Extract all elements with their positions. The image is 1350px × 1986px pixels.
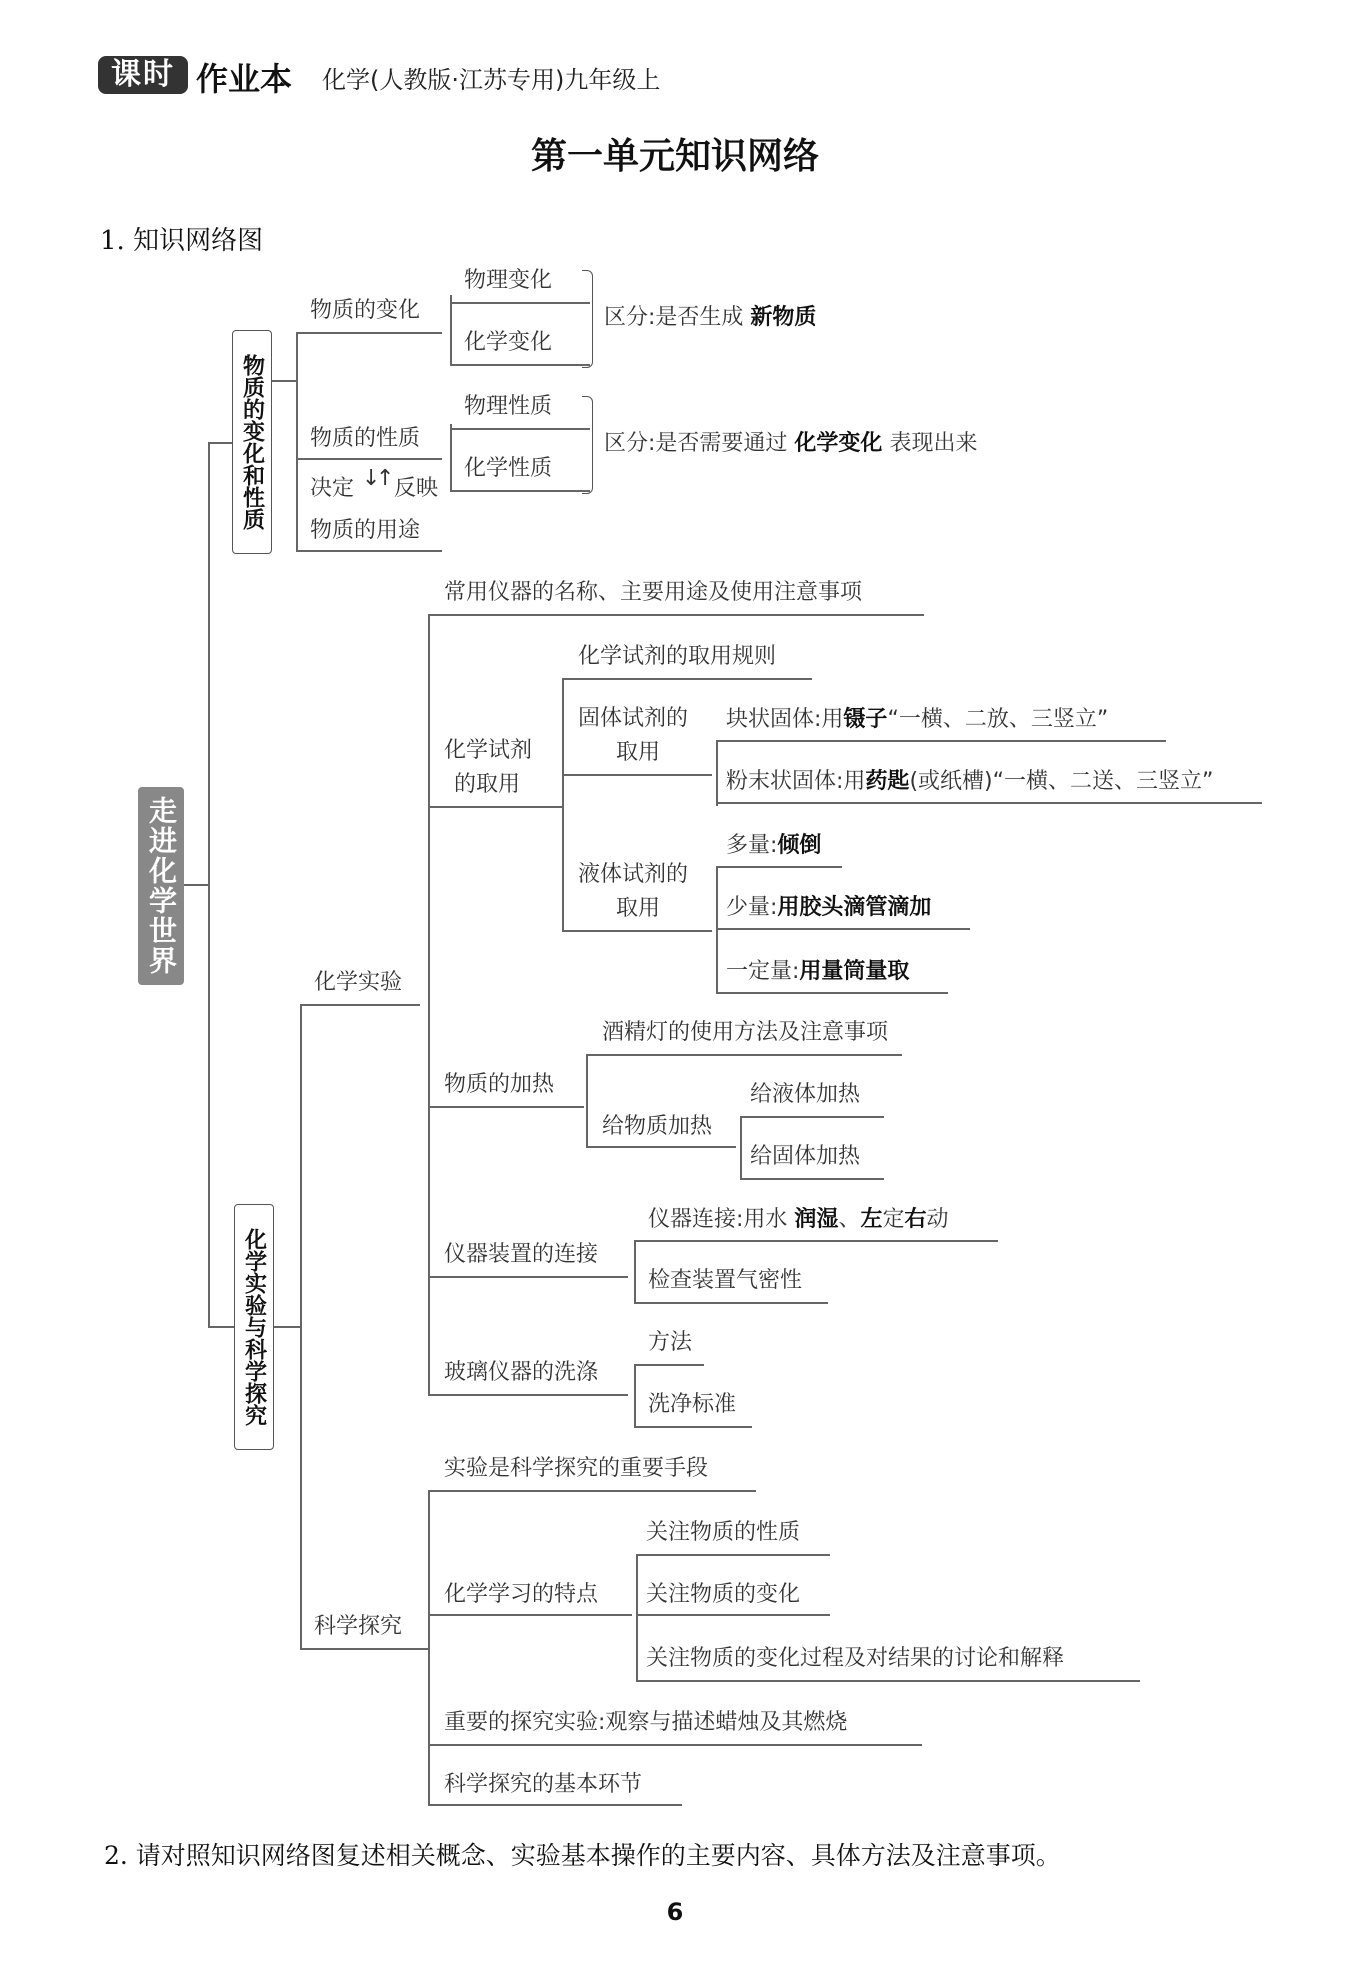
connector bbox=[296, 332, 442, 334]
connect-check: 检查装置气密性 bbox=[648, 1268, 803, 1293]
brace bbox=[582, 396, 593, 494]
heating-heat: 给物质加热 bbox=[602, 1114, 713, 1139]
connector bbox=[450, 295, 452, 365]
connect-label: 仪器装置的连接 bbox=[444, 1242, 599, 1267]
connector bbox=[428, 1394, 628, 1396]
arrow-up-icon: ↑ bbox=[376, 466, 395, 491]
connector bbox=[716, 866, 842, 868]
connector bbox=[562, 930, 712, 932]
inquiry-steps: 科学探究的基本环节 bbox=[444, 1772, 643, 1797]
conn-mid2: 定 bbox=[882, 1207, 905, 1232]
connector bbox=[716, 740, 1166, 742]
connector bbox=[586, 1054, 588, 1146]
change-note bbox=[604, 302, 816, 333]
solid-label-line2: 取用 bbox=[616, 740, 661, 765]
connector bbox=[716, 740, 718, 806]
powder-solid bbox=[726, 766, 1213, 797]
section2-text: 2. 请对照知识网络图复述相关概念、实验基本操作的主要内容、具体方法及注意事项。 bbox=[104, 1841, 1061, 1870]
property-item-physical: 物理性质 bbox=[464, 394, 553, 419]
connector bbox=[716, 992, 948, 994]
property-label: 物质的性质 bbox=[310, 426, 421, 451]
experiment-label: 化学实验 bbox=[314, 970, 403, 995]
feature-item: 关注物质的变化过程及对结果的讨论和解释 bbox=[646, 1646, 1065, 1671]
connector bbox=[184, 884, 210, 886]
connector bbox=[634, 1426, 752, 1428]
connector bbox=[274, 1326, 302, 1328]
conn-key3: 右 bbox=[904, 1206, 927, 1232]
branch1-label: 物质的变化和性质 bbox=[239, 354, 265, 530]
instruments-label: 常用仪器的名称、主要用途及使用注意事项 bbox=[444, 580, 863, 605]
connector bbox=[296, 458, 442, 460]
reflect-label: 反映 bbox=[394, 476, 439, 501]
liquid-little bbox=[726, 892, 931, 923]
connector bbox=[562, 678, 812, 680]
connector bbox=[634, 1240, 998, 1242]
heating-liquid: 给液体加热 bbox=[750, 1082, 861, 1107]
fixed-prefix: 一定量: bbox=[726, 959, 800, 984]
connector bbox=[428, 1744, 922, 1746]
change-item-physical: 物理变化 bbox=[464, 268, 553, 293]
change-note-prefix: 区分:是否生成 bbox=[604, 305, 744, 330]
wash-method: 方法 bbox=[648, 1330, 693, 1355]
feature-item: 关注物质的变化 bbox=[646, 1582, 801, 1607]
heating-solid: 给固体加热 bbox=[750, 1144, 861, 1169]
connector bbox=[634, 1302, 828, 1304]
reagent-rules: 化学试剂的取用规则 bbox=[578, 644, 777, 669]
connector bbox=[450, 428, 590, 430]
block-suffix: “一横、二放、三竖立” bbox=[887, 707, 1109, 732]
block-prefix: 块状固体:用 bbox=[726, 707, 844, 732]
connector bbox=[636, 1554, 638, 1680]
logo: 课时 bbox=[98, 56, 188, 94]
connector bbox=[634, 1364, 636, 1426]
connector bbox=[636, 1614, 830, 1616]
heating-label: 物质的加热 bbox=[444, 1072, 555, 1097]
connect-conn bbox=[648, 1204, 949, 1235]
much-key: 倾倒 bbox=[777, 832, 822, 858]
fixed-key: 用量筒量取 bbox=[799, 958, 910, 984]
connector bbox=[450, 364, 590, 366]
connector bbox=[586, 1054, 902, 1056]
connector bbox=[586, 1146, 736, 1148]
reagent-label-line1: 化学试剂 bbox=[444, 738, 533, 763]
connector bbox=[428, 806, 562, 808]
reagent-label-line2: 的取用 bbox=[454, 772, 521, 797]
connector bbox=[300, 1004, 420, 1006]
connector bbox=[428, 1614, 632, 1616]
connector bbox=[740, 1178, 884, 1180]
powder-prefix: 粉末状固体:用 bbox=[726, 769, 866, 794]
inquiry-important: 重要的探究实验:观察与描述蜡烛及其燃烧 bbox=[444, 1710, 848, 1735]
connector bbox=[636, 1680, 1140, 1682]
change-item-chemical: 化学变化 bbox=[464, 330, 553, 355]
connector bbox=[208, 442, 210, 1326]
connector bbox=[428, 614, 924, 616]
use-label: 物质的用途 bbox=[310, 518, 421, 543]
block-key: 镊子 bbox=[843, 706, 888, 732]
features-label: 化学学习的特点 bbox=[444, 1582, 599, 1607]
arrow-down-icon: ↓ bbox=[362, 466, 381, 491]
powder-key: 药匙 bbox=[865, 768, 910, 794]
section1-title: 1. 知识网络图 bbox=[100, 226, 264, 256]
connector bbox=[636, 1554, 830, 1556]
branch2-label: 化学实验与科学探究 bbox=[241, 1228, 267, 1426]
root-label: 走进化学世界 bbox=[145, 796, 178, 976]
change-label: 物质的变化 bbox=[310, 298, 421, 323]
branch2-box bbox=[234, 1204, 274, 1450]
feature-item: 关注物质的性质 bbox=[646, 1520, 801, 1545]
connector bbox=[428, 1490, 756, 1492]
powder-suffix: (或纸槽)“一横、二送、三竖立” bbox=[909, 769, 1214, 794]
property-note bbox=[604, 428, 977, 459]
change-note-key: 新物质 bbox=[750, 304, 817, 330]
connector bbox=[562, 678, 564, 932]
connector bbox=[450, 490, 590, 492]
wash-standard: 洗净标准 bbox=[648, 1392, 737, 1417]
conn-key2: 左 bbox=[860, 1206, 883, 1232]
connector bbox=[428, 1276, 628, 1278]
property-note-prefix: 区分:是否需要通过 bbox=[604, 431, 788, 456]
heating-lamp: 酒精灯的使用方法及注意事项 bbox=[602, 1020, 889, 1045]
liquid-much bbox=[726, 830, 821, 861]
connector bbox=[300, 1648, 428, 1650]
connector bbox=[272, 380, 298, 382]
brace bbox=[582, 270, 593, 368]
connector bbox=[296, 334, 298, 552]
property-note-key: 化学变化 bbox=[794, 430, 883, 456]
connector bbox=[208, 442, 232, 444]
page-title: 第一单元知识网络 bbox=[530, 136, 819, 177]
connector bbox=[300, 1004, 302, 1648]
connector bbox=[562, 774, 712, 776]
liquid-label-line1: 液体试剂的 bbox=[578, 862, 689, 887]
connector bbox=[716, 928, 970, 930]
conn-mid: 、 bbox=[838, 1207, 861, 1232]
connector bbox=[716, 802, 1262, 804]
property-item-chemical: 化学性质 bbox=[464, 456, 553, 481]
block-solid bbox=[726, 704, 1108, 735]
decide-label: 决定 bbox=[310, 476, 355, 501]
connector bbox=[634, 1240, 636, 1302]
conn-prefix: 仪器连接:用水 bbox=[648, 1207, 788, 1232]
connector bbox=[428, 1490, 430, 1804]
conn-suffix: 动 bbox=[926, 1207, 949, 1232]
connector bbox=[296, 550, 442, 552]
inquiry-means: 实验是科学探究的重要手段 bbox=[444, 1456, 709, 1481]
liquid-fixed bbox=[726, 956, 909, 987]
solid-label-line1: 固体试剂的 bbox=[578, 706, 689, 731]
connector bbox=[450, 424, 452, 492]
liquid-label-line2: 取用 bbox=[616, 896, 661, 921]
page-number: 6 bbox=[666, 1898, 684, 1926]
much-prefix: 多量: bbox=[726, 833, 778, 858]
root-node bbox=[138, 787, 184, 985]
little-prefix: 少量: bbox=[726, 895, 778, 920]
connector bbox=[716, 866, 718, 994]
wash-label: 玻璃仪器的洗涤 bbox=[444, 1360, 599, 1385]
connector bbox=[740, 1116, 884, 1118]
subject-label: 化学(人教版·江苏专用)九年级上 bbox=[322, 66, 661, 94]
inquiry-label: 科学探究 bbox=[314, 1614, 403, 1639]
series-name: 作业本 bbox=[196, 60, 293, 98]
connector bbox=[634, 1364, 704, 1366]
connector bbox=[428, 1106, 584, 1108]
connector bbox=[428, 1804, 682, 1806]
little-key: 用胶头滴管滴加 bbox=[777, 894, 932, 920]
connector bbox=[450, 302, 590, 304]
property-note-suffix: 表现出来 bbox=[889, 431, 978, 456]
conn-key1: 润湿 bbox=[794, 1206, 839, 1232]
connector bbox=[740, 1116, 742, 1178]
branch1-box bbox=[232, 330, 272, 554]
connector bbox=[208, 1326, 234, 1328]
